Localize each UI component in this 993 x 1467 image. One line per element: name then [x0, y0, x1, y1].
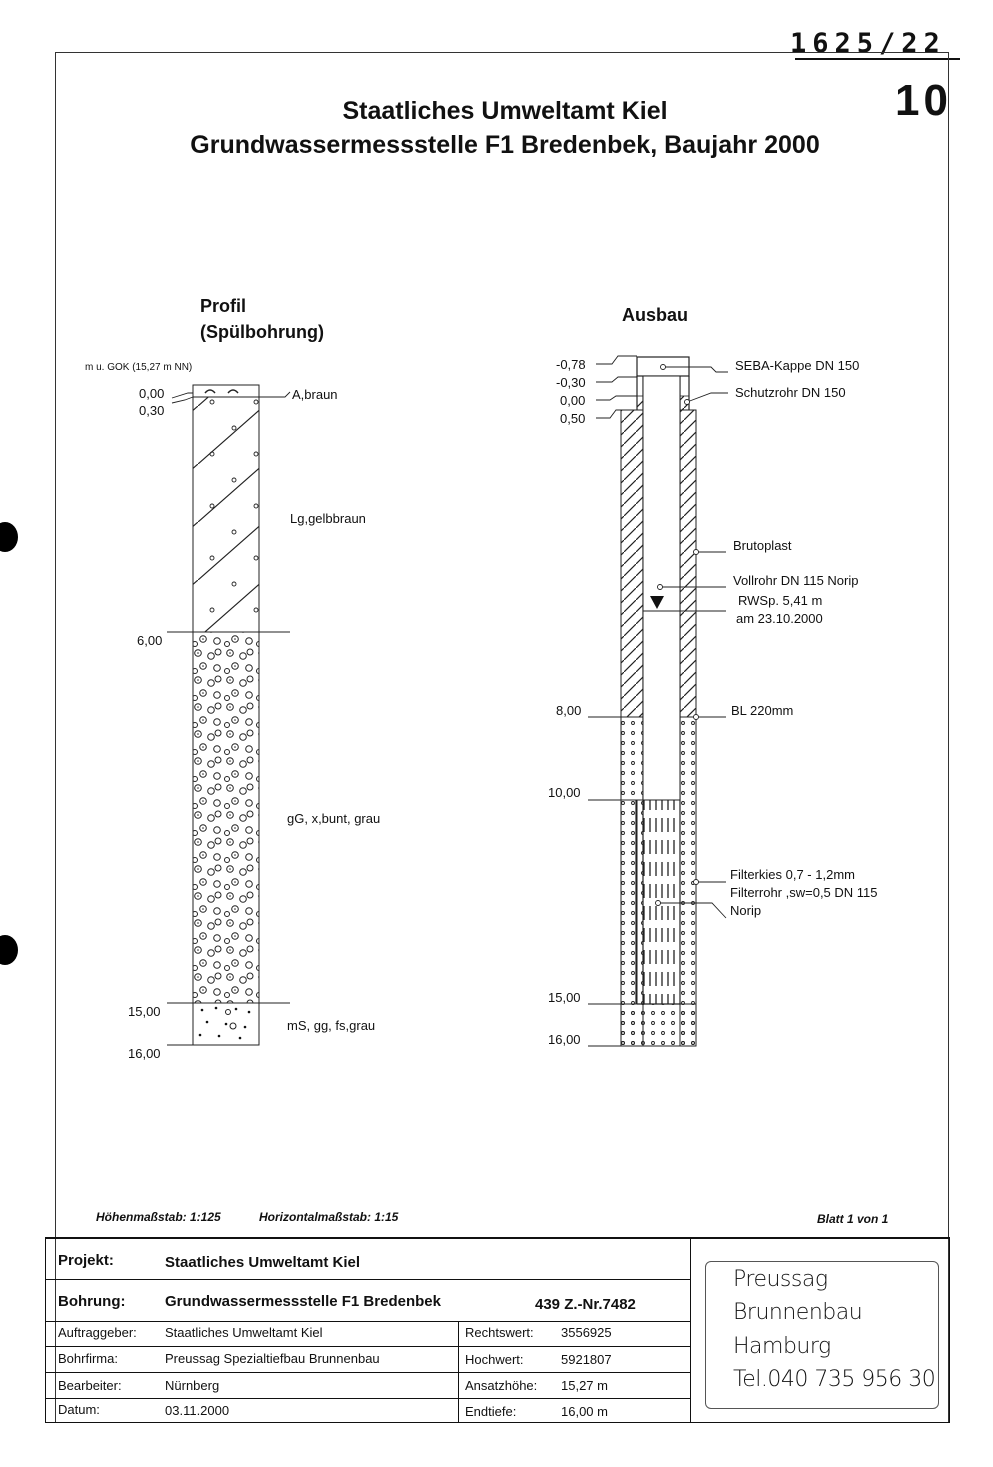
profil-column — [167, 385, 290, 1045]
row-value-2: 3556925 — [561, 1325, 612, 1340]
ausbau-depth-label: 0,50 — [560, 411, 586, 426]
stamp-line: Tel.040 735 956 30 — [733, 1367, 936, 1392]
layer-label: A,braun — [292, 387, 338, 402]
company-stamp — [705, 1261, 939, 1409]
row-value-2: 5921807 — [561, 1352, 612, 1367]
ausbau-depth-label: 8,00 — [556, 703, 582, 718]
profil-depth-label: 0,00 — [139, 386, 165, 401]
bohrung-value: Grundwassermessstelle F1 Bredenbek — [165, 1293, 441, 1310]
stamp-line: Brunnenbau — [733, 1300, 863, 1325]
profil-depth-label: 0,30 — [139, 403, 165, 418]
gravel-label: Filterkies 0,7 - 1,2mm — [730, 867, 855, 882]
stamp-line: Preussag — [733, 1267, 828, 1292]
title-block-divider — [458, 1322, 459, 1422]
water-level-label: RWSp. 5,41 m — [738, 593, 823, 608]
profil-reference: m u. GOK (15,27 m NN) — [85, 362, 193, 373]
ausbau-title: Ausbau — [622, 305, 689, 325]
layer-label: gG, x,bunt, grau — [287, 811, 381, 826]
ausbau-depth-label: 10,00 — [548, 785, 581, 800]
borehole-label: BL 220mm — [731, 703, 794, 718]
ausbau-depth-label: -0,78 — [556, 357, 586, 372]
cap-label: SEBA-Kappe DN 150 — [735, 358, 860, 373]
profil-depth-label: 6,00 — [137, 633, 163, 648]
ausbau-depth-label: 16,00 — [548, 1032, 581, 1047]
profil-title: Profil — [200, 296, 247, 316]
ausbau-column — [588, 356, 728, 1046]
seal-label: Brutoplast — [733, 538, 792, 553]
protection-pipe-label: Schutzrohr DN 150 — [735, 385, 846, 400]
profil-depth-label: 15,00 — [128, 1004, 161, 1019]
row-key: Datum: — [58, 1402, 100, 1417]
profil-subtitle: (Spülbohrung) — [200, 322, 324, 342]
row-key: Bohrfirma: — [58, 1351, 118, 1366]
profil-depth-label: 16,00 — [128, 1046, 161, 1061]
projekt-value: Staatliches Umweltamt Kiel — [165, 1254, 361, 1271]
ausbau-depth-label: 15,00 — [548, 990, 581, 1005]
height-scale: Höhenmaßstab: 1:125 — [96, 1210, 221, 1224]
row-value: 03.11.2000 — [165, 1403, 230, 1418]
row-key-2: Rechtswert: — [465, 1325, 534, 1340]
row-value: Preussag Spezialtiefbau Brunnenbau — [165, 1351, 380, 1366]
title-line-2: Grundwassermessstelle F1 Bredenbek, Baujahr 2000 — [190, 131, 820, 159]
layer-label: mS, gg, fs,grau — [287, 1018, 376, 1033]
ausbau-depth-label: 0,00 — [560, 393, 586, 408]
sheet-count: Blatt 1 von 1 — [817, 1212, 889, 1226]
title-block-row — [46, 1239, 691, 1280]
row-key-2: Endtiefe: — [465, 1404, 517, 1419]
row-value: Staatliches Umweltamt Kiel — [165, 1325, 323, 1340]
row-key-2: Hochwert: — [465, 1352, 524, 1367]
ausbau-depth-label: -0,30 — [556, 375, 586, 390]
document-number: 1625/22 — [790, 28, 946, 59]
projekt-key: Projekt: — [58, 1252, 114, 1269]
title-block-divider — [690, 1239, 691, 1422]
row-value-2: 15,27 m — [561, 1378, 608, 1393]
title-line-1: Staatliches Umweltamt Kiel — [342, 97, 668, 125]
sheet-number: 10 — [895, 76, 952, 125]
row-value: Nürnberg — [165, 1378, 220, 1393]
bohrung-number: 439 Z.-Nr.7482 — [535, 1296, 636, 1313]
filter-label-2: Norip — [730, 903, 762, 918]
solid-pipe-label: Vollrohr DN 115 Norip — [733, 573, 859, 588]
row-key-2: Ansatzhöhe: — [465, 1378, 538, 1393]
row-key: Bearbeiter: — [58, 1378, 122, 1393]
row-value-2: 16,00 m — [561, 1404, 608, 1419]
row-key: Auftraggeber: — [58, 1325, 137, 1340]
bohrung-key: Bohrung: — [58, 1293, 126, 1310]
filter-label: Filterrohr ,sw=0,5 DN 115 — [730, 885, 878, 900]
water-level-date-label: am 23.10.2000 — [736, 611, 823, 626]
layer-label: Lg,gelbbraun — [290, 511, 366, 526]
horizontal-scale: Horizontalmaßstab: 1:15 — [259, 1210, 399, 1224]
stamp-line: Hamburg — [733, 1334, 831, 1359]
